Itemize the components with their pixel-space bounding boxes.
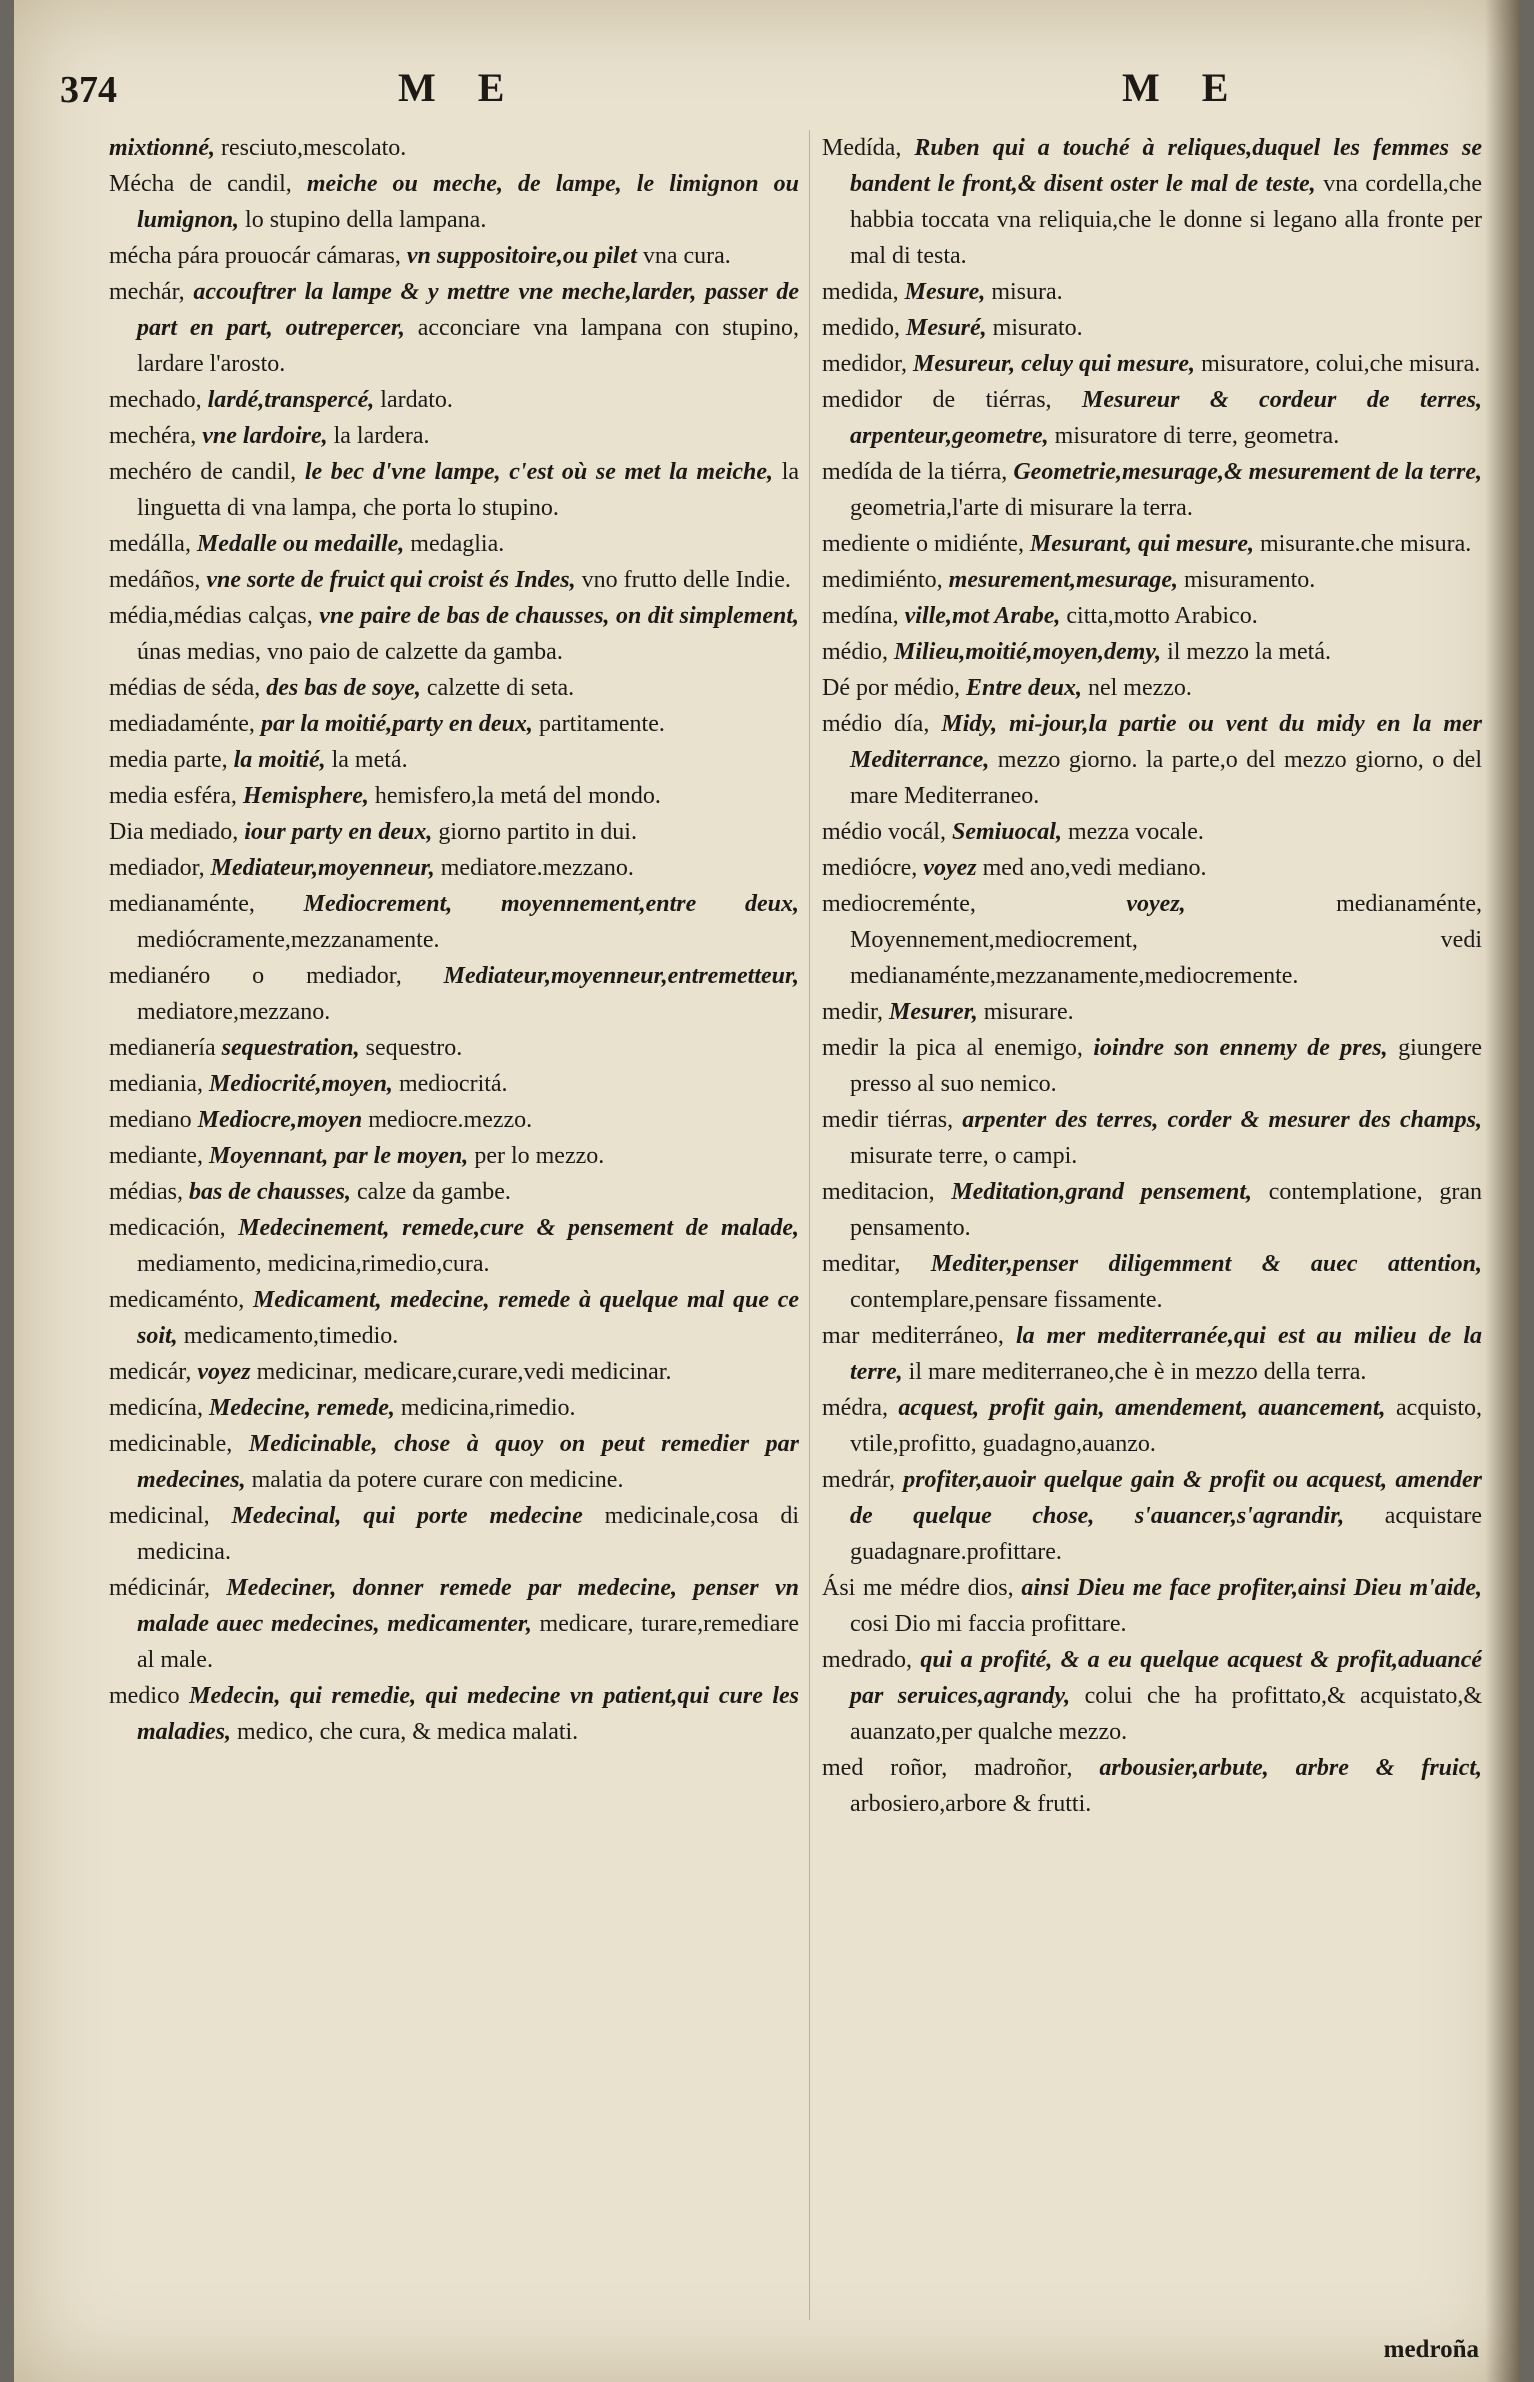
french-gloss: qui a profité, & a eu quelque acquest & profit,aduancé par seruices,agrandy,	[850, 1647, 1482, 1709]
dictionary-entry	[822, 994, 1482, 1030]
spanish-headword: meditar,	[822, 1251, 901, 1277]
french-gloss: des bas de soye,	[266, 675, 421, 701]
italian-gloss: medaglia.	[410, 531, 505, 557]
dictionary-entry	[822, 1642, 1482, 1750]
italian-gloss: medicinale,cosa di medicina.	[137, 1503, 799, 1565]
spanish-headword: medína,	[822, 603, 899, 629]
italian-gloss: vna cordella,che habbia toccata vna reliquia,che le donne si legano alla fronte per mal di testa.	[850, 171, 1482, 269]
french-gloss: vne paire de bas de chausses, on dit simplement,	[319, 603, 799, 629]
italian-gloss: acquisto, vtile,profitto, guadagno,auanzo.	[850, 1395, 1482, 1457]
spanish-headword: Dé por médio,	[822, 675, 960, 701]
french-gloss: Mesure,	[904, 279, 986, 305]
spanish-headword: mediocreménte,	[822, 891, 976, 917]
italian-gloss: medicamento,timedio.	[183, 1323, 399, 1349]
spanish-headword: médio vocál,	[822, 819, 946, 845]
french-gloss: mesurement,mesurage,	[948, 567, 1178, 593]
french-gloss: Medeciner, donner remede par medecine, penser vn malade auec medecines, medicamenter,	[137, 1575, 799, 1637]
dictionary-entry	[822, 814, 1482, 850]
italian-gloss: colui che ha profittato,& acquistato,& auanzato,per qualche mezzo.	[850, 1683, 1482, 1745]
french-gloss: Mediter,penser diligemment & auec attention,	[930, 1251, 1482, 1277]
spanish-headword: medianéro o mediador,	[109, 963, 402, 989]
french-gloss: Mesureur, celuy qui mesure,	[913, 351, 1196, 377]
dictionary-entry	[822, 1030, 1482, 1102]
dictionary-entry	[822, 1462, 1482, 1570]
italian-gloss: arbosiero,arbore & frutti.	[850, 1791, 1092, 1817]
french-gloss: lardé,transpercé,	[207, 387, 375, 413]
spanish-headword: médio,	[822, 639, 888, 665]
italian-gloss: mediatore,mezzano.	[137, 999, 331, 1025]
spanish-headword: média,médias calças,	[109, 603, 313, 629]
french-gloss: Mesureur & cordeur de terres, arpenteur,geometre,	[850, 387, 1482, 449]
dictionary-entry	[822, 850, 1482, 886]
spanish-headword: Ási me médre dios,	[822, 1575, 1014, 1601]
dictionary-entry	[109, 130, 799, 166]
spanish-headword: medidor,	[822, 351, 908, 377]
spanish-headword: medir la pica al enemigo,	[822, 1035, 1083, 1061]
dictionary-entry	[822, 706, 1482, 814]
french-gloss: Medicinable, chose à quoy on peut remedier par medecines,	[137, 1431, 799, 1493]
french-gloss: Ruben qui a touché à reliques,duquel les femmes se bandent le front,& disent oster le mal de teste,	[850, 135, 1482, 197]
italian-gloss: contemplare,pensare fissamente.	[850, 1287, 1163, 1313]
dictionary-entry	[822, 1750, 1482, 1822]
italian-gloss: med ano,vedi mediano.	[982, 855, 1207, 881]
italian-gloss: giorno partito in dui.	[438, 819, 637, 845]
italian-gloss: mediocre.mezzo.	[368, 1107, 533, 1133]
italian-gloss: misurare.	[983, 999, 1074, 1025]
italian-gloss: misurate terre, o campi.	[850, 1143, 1078, 1169]
french-gloss: meiche ou meche, de lampe, le limignon ou lumignon,	[137, 171, 799, 233]
italian-gloss: misura.	[991, 279, 1063, 305]
french-gloss: accouftrer la lampe & y mettre vne meche,larder, passer de part en part, outrepercer,	[137, 279, 799, 341]
italian-gloss: mediócramente,mezzanamente.	[137, 927, 440, 953]
french-gloss: Milieu,moitié,moyen,demy,	[894, 639, 1162, 665]
italian-gloss: acconciare vna lampana con stupino, lardare l'arosto.	[137, 315, 799, 377]
dictionary-entry	[109, 1174, 799, 1210]
spanish-headword: medrár,	[822, 1467, 895, 1493]
spanish-headword: medir tiérras,	[822, 1107, 954, 1133]
spanish-headword: medicinable,	[109, 1431, 233, 1457]
dictionary-entry	[109, 886, 799, 958]
french-gloss: voyez	[197, 1359, 251, 1385]
italian-gloss: resciuto,mescolato.	[221, 135, 407, 161]
italian-gloss: cosi Dio mi faccia profittare.	[850, 1611, 1127, 1637]
italian-gloss: mediocritá.	[398, 1071, 508, 1097]
french-gloss: Mediocrement, moyennement,entre deux,	[303, 891, 799, 917]
spanish-headword: médio día,	[822, 711, 930, 737]
dictionary-entry	[109, 1210, 799, 1282]
french-gloss: Mediocre,moyen	[197, 1107, 363, 1133]
french-gloss: vne lardoire,	[202, 423, 328, 449]
italian-gloss: per lo mezzo.	[474, 1143, 605, 1169]
italian-gloss: il mezzo la metá.	[1167, 639, 1331, 665]
spanish-headword: medicár,	[109, 1359, 192, 1385]
spanish-headword: mechár,	[109, 279, 185, 305]
french-gloss: Mesurer,	[889, 999, 978, 1025]
french-gloss: Medecinal, qui porte medecine	[231, 1503, 583, 1529]
french-gloss: profiter,auoir quelque gain & profit ou acquest, amender de quelque chose, s'auancer,s'agrandir,	[850, 1467, 1482, 1529]
french-gloss: Semiuocal,	[951, 819, 1062, 845]
french-gloss: Geometrie,mesurage,& mesurement de la terre,	[1013, 459, 1482, 485]
italian-gloss: mezza vocale.	[1067, 819, 1204, 845]
dictionary-entry	[109, 1282, 799, 1354]
french-gloss: ainsi Dieu me face profiter,ainsi Dieu m'aide,	[1021, 1575, 1482, 1601]
italian-gloss: geometria,l'arte di misurare la terra.	[850, 495, 1193, 521]
dictionary-entry	[109, 274, 799, 382]
italian-gloss: únas medias, vno paio de calzette da gamba.	[137, 639, 563, 665]
italian-gloss: medianaménte, Moyennement,mediocrement, vedi medianaménte,mezzanamente,mediocremente.	[850, 891, 1482, 989]
spanish-headword: medida,	[822, 279, 899, 305]
french-gloss: Hemisphere,	[242, 783, 369, 809]
dictionary-entry	[109, 382, 799, 418]
dictionary-entry	[109, 850, 799, 886]
italian-gloss: misurante.che misura.	[1260, 531, 1472, 557]
spanish-headword: Medída,	[822, 135, 902, 161]
spanish-headword: mediante,	[109, 1143, 203, 1169]
column-divider	[809, 130, 810, 2320]
dictionary-entry	[822, 382, 1482, 454]
french-gloss: Medecin, qui remedie, qui medecine vn patient,qui cure les maladies,	[137, 1683, 799, 1745]
french-gloss: Moyennant, par le moyen,	[208, 1143, 469, 1169]
dictionary-entry	[109, 1354, 799, 1390]
french-gloss: vne sorte de fruict qui croist és Indes,	[206, 567, 576, 593]
italian-gloss: il mare mediterraneo,che è in mezzo della terra.	[908, 1359, 1367, 1385]
italian-gloss: calze da gambe.	[357, 1179, 511, 1205]
italian-gloss: medico, che cura, & medica malati.	[237, 1719, 579, 1745]
spanish-headword: mediador,	[109, 855, 205, 881]
spanish-headword: medrado,	[822, 1647, 912, 1673]
french-gloss: la moitié,	[233, 747, 326, 773]
spanish-headword: mécha pára prouocár cámaras,	[109, 243, 401, 269]
french-gloss: iour party en deux,	[244, 819, 433, 845]
french-gloss: Midy, mi-jour,la partie ou vent du midy en la mer Mediterrance,	[850, 711, 1482, 773]
spanish-headword: medicína,	[109, 1395, 203, 1421]
italian-gloss: giungere presso al suo nemico.	[850, 1035, 1482, 1097]
italian-gloss: partitamente.	[538, 711, 665, 737]
french-gloss: Medicament, medecine, remede à quelque mal que ce soit,	[137, 1287, 799, 1349]
italian-gloss: malatia da potere curare con medicine.	[251, 1467, 624, 1493]
dictionary-entry	[109, 562, 799, 598]
dictionary-entry	[109, 1030, 799, 1066]
french-gloss: Medalle ou medaille,	[196, 531, 405, 557]
dictionary-entry	[109, 418, 799, 454]
french-gloss: Medecinement, remede,cure & pensement de malade,	[238, 1215, 799, 1241]
italian-gloss: medicare, turare,remediare al male.	[137, 1611, 799, 1673]
french-gloss: Meditation,grand pensement,	[951, 1179, 1253, 1205]
french-gloss: le bec d'vne lampe, c'est où se met la meiche,	[304, 459, 774, 485]
dictionary-entry	[109, 958, 799, 1030]
spanish-headword: med roñor, madroñor,	[822, 1755, 1073, 1781]
spanish-headword: medicación,	[109, 1215, 226, 1241]
italian-gloss: nel mezzo.	[1087, 675, 1192, 701]
italian-gloss: la linguetta di vna lampa, che porta lo stupino.	[137, 459, 799, 521]
dictionary-entry	[822, 130, 1482, 274]
french-gloss: arpenter des terres, corder & mesurer des champs,	[962, 1107, 1482, 1133]
spanish-headword: médias,	[109, 1179, 183, 1205]
french-gloss: par la moitié,party en deux,	[260, 711, 533, 737]
dictionary-entry	[109, 1570, 799, 1678]
spanish-headword: mar mediterráneo,	[822, 1323, 1004, 1349]
italian-gloss: medicinar, medicare,curare,vedi medicinar.	[256, 1359, 672, 1385]
french-gloss: Mesurant, qui mesure,	[1029, 531, 1254, 557]
italian-gloss: acquistare guadagnare.profittare.	[850, 1503, 1482, 1565]
italian-gloss: mediatore.mezzano.	[440, 855, 634, 881]
dictionary-entry	[822, 1318, 1482, 1390]
spanish-headword: medicaménto,	[109, 1287, 245, 1313]
french-gloss: ville,mot Arabe,	[904, 603, 1061, 629]
spanish-headword: Dia mediado,	[109, 819, 239, 845]
dictionary-entry	[822, 1246, 1482, 1318]
french-gloss: mixtionné,	[109, 135, 216, 161]
spanish-headword: mechado,	[109, 387, 202, 413]
french-gloss: Mediocrité,moyen,	[208, 1071, 393, 1097]
italian-gloss: contemplatione, gran pensamento.	[850, 1179, 1482, 1241]
spanish-headword: mediócre,	[822, 855, 918, 881]
italian-gloss: misurato.	[992, 315, 1083, 341]
french-gloss: ioindre son ennemy de pres,	[1093, 1035, 1388, 1061]
spanish-headword: medir,	[822, 999, 884, 1025]
italian-gloss: vna cura.	[642, 243, 731, 269]
spanish-headword: mediania,	[109, 1071, 203, 1097]
italian-gloss: citta,motto Arabico.	[1066, 603, 1258, 629]
french-gloss: bas de chausses,	[188, 1179, 351, 1205]
spanish-headword: media parte,	[109, 747, 228, 773]
spanish-headword: medída de la tiérra,	[822, 459, 1008, 485]
spanish-headword: mediano	[109, 1107, 192, 1133]
spanish-headword: mediente o midiénte,	[822, 531, 1024, 557]
dictionary-entry	[109, 1426, 799, 1498]
book-page	[14, 0, 1519, 2382]
italian-gloss: lardato.	[380, 387, 453, 413]
french-gloss: vn suppositoire,ou pilet	[406, 243, 637, 269]
dictionary-entry	[109, 1138, 799, 1174]
dictionary-entry	[109, 814, 799, 850]
spanish-headword: médicinár,	[109, 1575, 210, 1601]
dictionary-entry	[822, 1570, 1482, 1642]
right-column	[822, 130, 1482, 2350]
dictionary-entry	[822, 886, 1482, 994]
spanish-headword: meditacion,	[822, 1179, 935, 1205]
dictionary-entry	[822, 1390, 1482, 1462]
left-column	[109, 130, 799, 2350]
running-head-right: M E	[1122, 65, 1245, 110]
dictionary-entry	[822, 274, 1482, 310]
spanish-headword: medianería	[109, 1035, 216, 1061]
dictionary-entry	[109, 1390, 799, 1426]
spanish-headword: medálla,	[109, 531, 191, 557]
catchword: medroña	[1383, 2336, 1479, 2363]
italian-gloss: medicina,rimedio.	[400, 1395, 576, 1421]
spanish-headword: Mécha de candil,	[109, 171, 292, 197]
spanish-headword: medido,	[822, 315, 900, 341]
italian-gloss: vno frutto delle Indie.	[581, 567, 791, 593]
french-gloss: Mesuré,	[906, 315, 987, 341]
dictionary-entry	[109, 238, 799, 274]
spanish-headword: medicinal,	[109, 1503, 210, 1529]
dictionary-entry	[109, 454, 799, 526]
dictionary-entry	[822, 454, 1482, 526]
italian-gloss: sequestro.	[365, 1035, 463, 1061]
dictionary-entry	[109, 1678, 799, 1750]
french-gloss: Mediateur,moyenneur,	[210, 855, 435, 881]
dictionary-entry	[109, 166, 799, 238]
dictionary-entry	[822, 310, 1482, 346]
page-header	[14, 60, 1519, 130]
spanish-headword: media esféra,	[109, 783, 237, 809]
spanish-headword: medimiénto,	[822, 567, 943, 593]
dictionary-entry	[822, 1174, 1482, 1246]
french-gloss: arbousier,arbute, arbre & fruict,	[1099, 1755, 1482, 1781]
italian-gloss: misuratore di terre, geometra.	[1054, 423, 1340, 449]
spanish-headword: mediadaménte,	[109, 711, 255, 737]
french-gloss: voyez	[923, 855, 977, 881]
french-gloss: voyez,	[1126, 891, 1186, 917]
italian-gloss: calzette di seta.	[426, 675, 575, 701]
dictionary-entry	[109, 526, 799, 562]
running-head-left: M E	[398, 65, 521, 110]
french-gloss: sequestration,	[221, 1035, 360, 1061]
french-gloss: Mediateur,moyenneur,entremetteur,	[443, 963, 799, 989]
italian-gloss: la metá.	[331, 747, 408, 773]
dictionary-entry	[822, 562, 1482, 598]
dictionary-entry	[822, 598, 1482, 634]
french-gloss: Medecine, remede,	[208, 1395, 395, 1421]
spanish-headword: médias de séda,	[109, 675, 261, 701]
dictionary-entry	[109, 1102, 799, 1138]
spanish-headword: medáños,	[109, 567, 201, 593]
italian-gloss: la lardera.	[333, 423, 430, 449]
french-gloss: Entre deux,	[965, 675, 1082, 701]
dictionary-entry	[822, 526, 1482, 562]
italian-gloss: misuratore, colui,che misura.	[1201, 351, 1481, 377]
spanish-headword: médra,	[822, 1395, 888, 1421]
italian-gloss: mediamento, medicina,rimedio,cura.	[137, 1251, 490, 1277]
dictionary-entry	[109, 670, 799, 706]
french-gloss: la mer mediterranée,qui est au milieu de la terre,	[850, 1323, 1482, 1385]
dictionary-entry	[822, 1102, 1482, 1174]
spanish-headword: mechéra,	[109, 423, 197, 449]
spanish-headword: medianaménte,	[109, 891, 255, 917]
dictionary-entry	[109, 1498, 799, 1570]
page-number: 374	[60, 69, 117, 111]
italian-gloss: hemisfero,la metá del mondo.	[374, 783, 661, 809]
dictionary-entry	[109, 1066, 799, 1102]
dictionary-entry	[822, 634, 1482, 670]
dictionary-entry	[822, 670, 1482, 706]
dictionary-entry	[109, 742, 799, 778]
dictionary-entry	[109, 706, 799, 742]
dictionary-entry	[109, 598, 799, 670]
dictionary-entry	[109, 778, 799, 814]
italian-gloss: misuramento.	[1184, 567, 1316, 593]
spanish-headword: medico	[109, 1683, 180, 1709]
dictionary-entry	[822, 346, 1482, 382]
french-gloss: acquest, profit gain, amendement, auancement,	[898, 1395, 1386, 1421]
spanish-headword: mechéro de candil,	[109, 459, 297, 485]
italian-gloss: mezzo giorno. la parte,o del mezzo giorno, o del mare Mediterraneo.	[850, 747, 1482, 809]
spanish-headword: medidor de tiérras,	[822, 387, 1052, 413]
italian-gloss: lo stupino della lampana.	[245, 207, 487, 233]
